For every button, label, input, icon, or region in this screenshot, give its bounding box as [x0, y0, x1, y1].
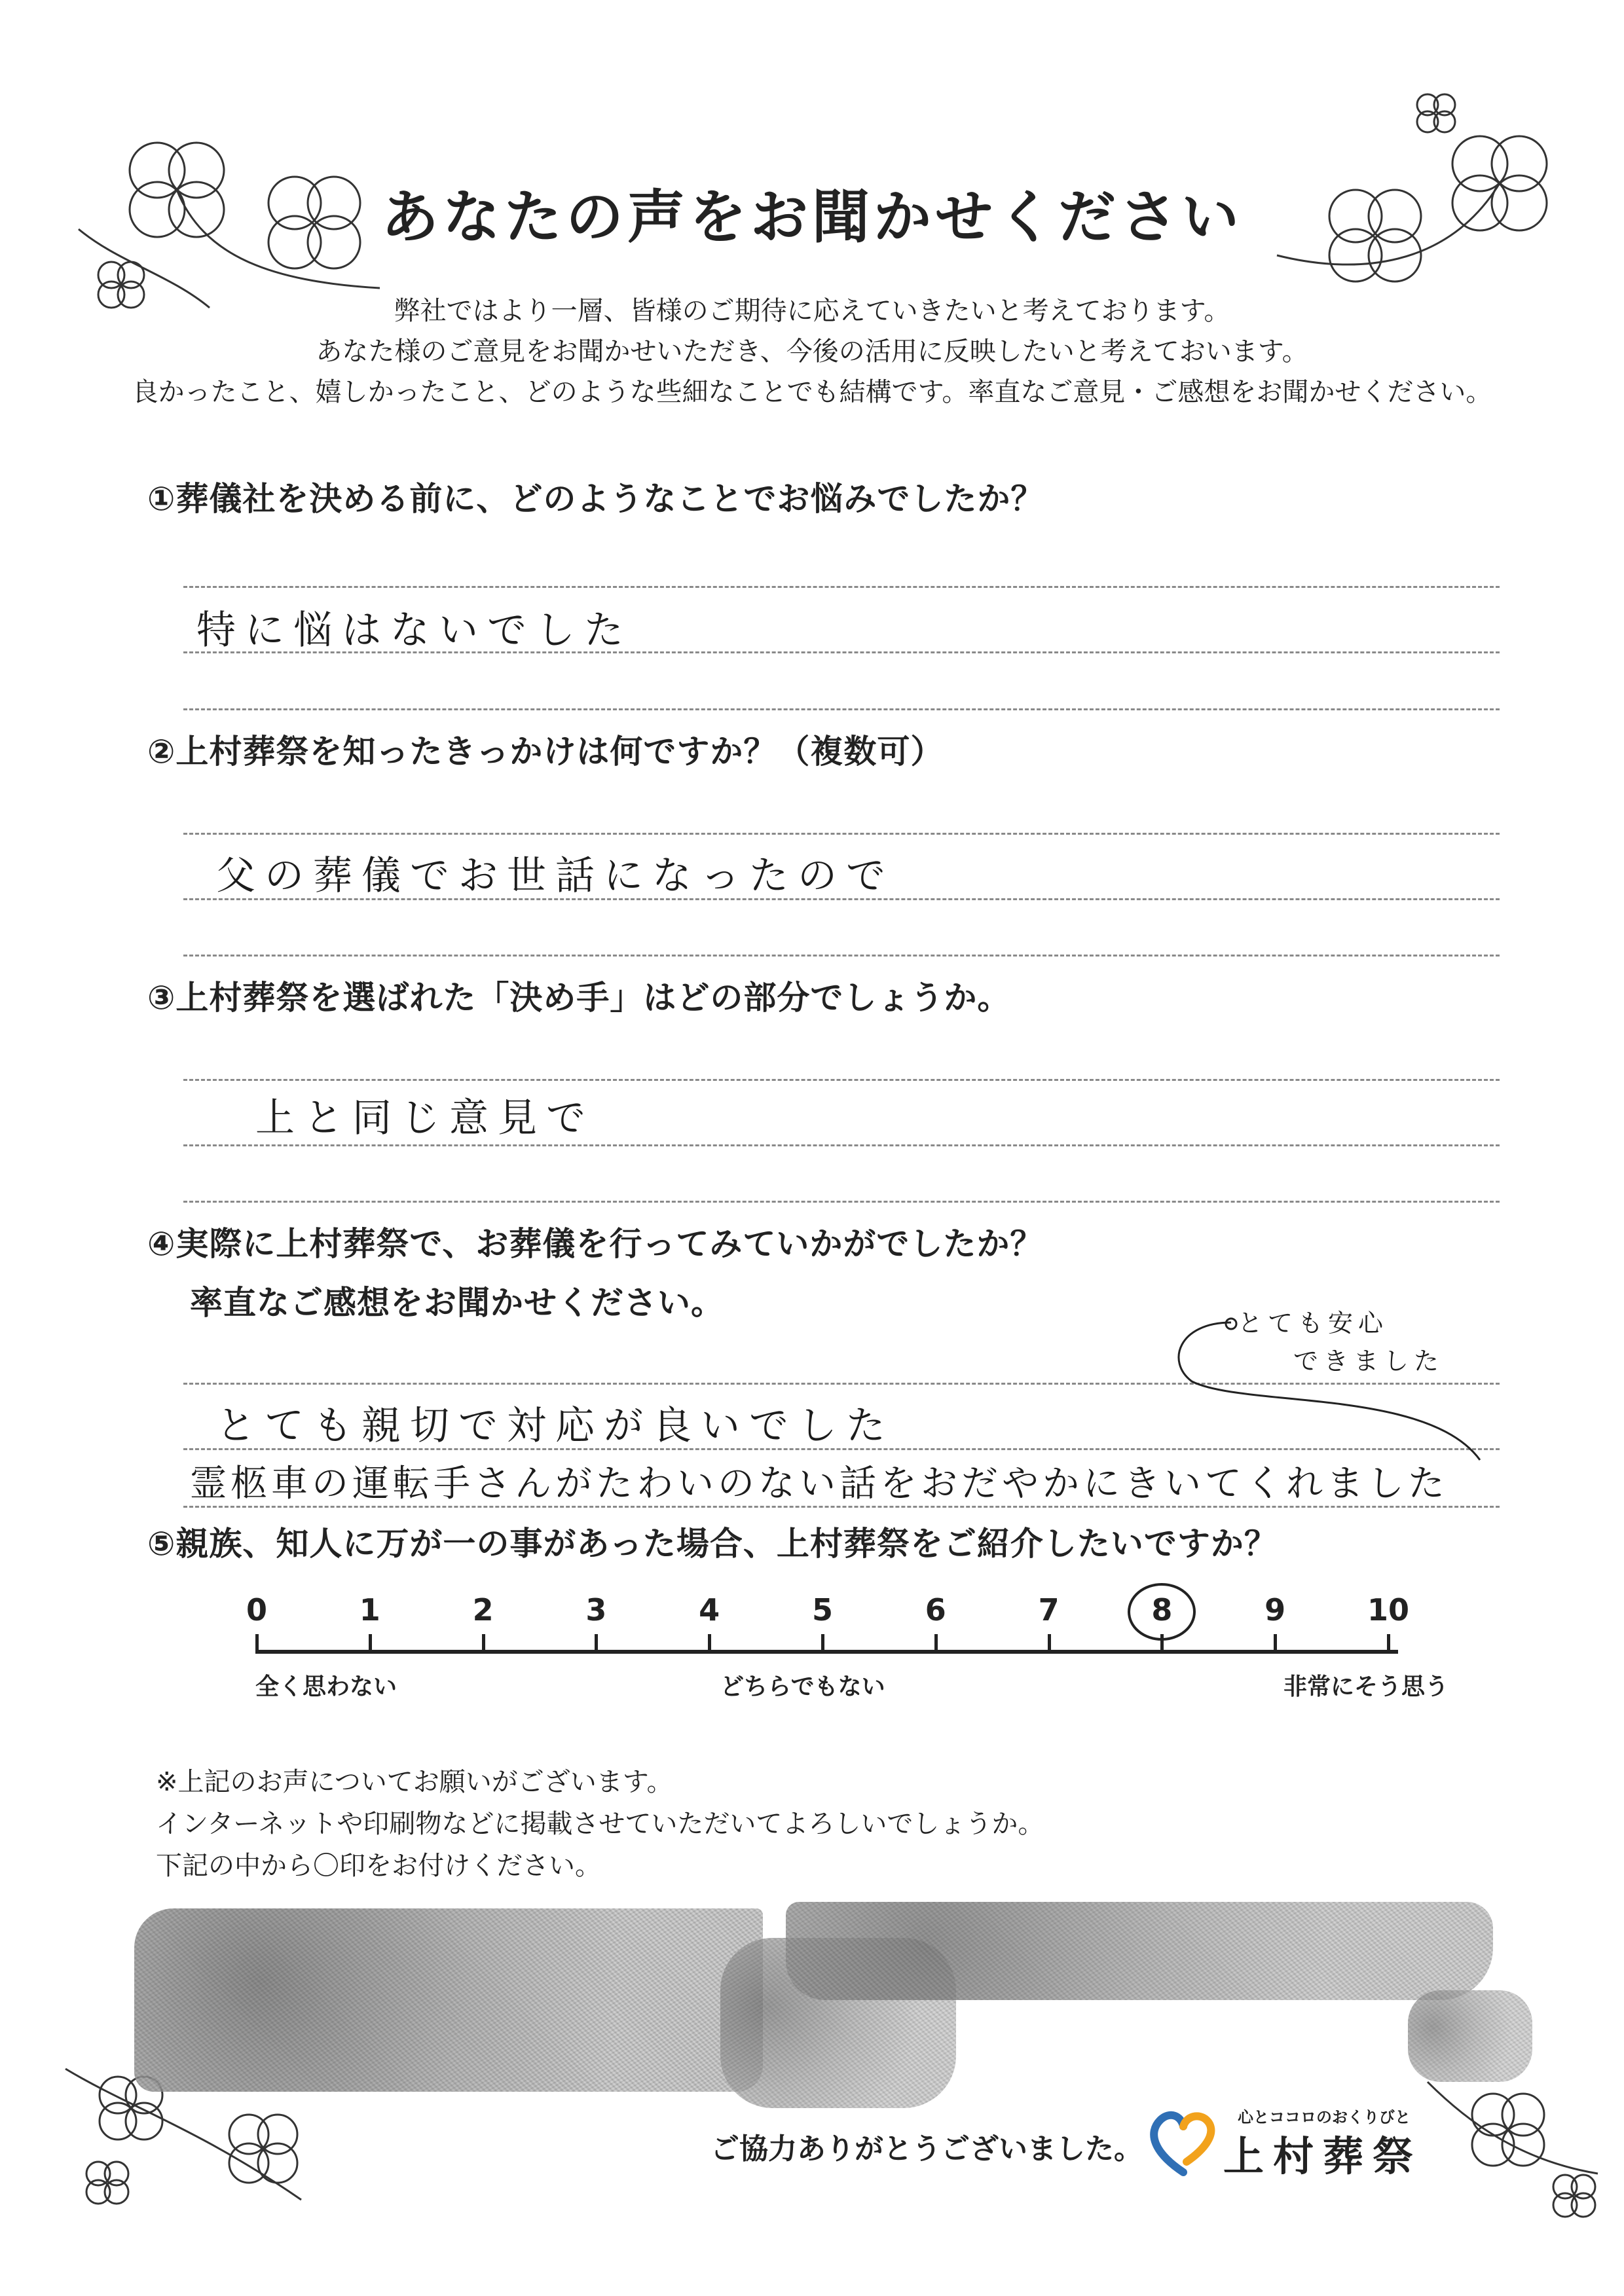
question-3-label: ③上村葬祭を選ばれた「決め手」はどの部分でしょうか。 [147, 979, 1011, 1017]
answer-4-note-line-2: できました [1293, 1347, 1445, 1376]
redacted-area [1408, 1990, 1532, 2082]
scale-number[interactable]: 6 [925, 1592, 946, 1628]
permission-note [156, 1761, 1044, 1887]
scale-label-mid: どちらでもない [720, 1673, 885, 1700]
answer-4-note-line-1: とても安心 [1238, 1309, 1389, 1338]
scale-tick [255, 1634, 259, 1654]
scale-number[interactable]: 5 [811, 1592, 833, 1628]
question-5-label: ⑤親族、知人に万が一の事があった場合、上村葬祭をご紹介したいですか？ [147, 1525, 1278, 1563]
scale-number[interactable]: 4 [699, 1592, 720, 1628]
scale-tick [1387, 1634, 1390, 1654]
redacted-area [786, 1902, 1493, 2000]
page-title: あなたの声をお聞かせください [380, 183, 1243, 251]
scale-tick [821, 1634, 824, 1654]
brand-tagline: 心とココロのおくりびと [1238, 2108, 1411, 2126]
answer-line [183, 651, 1500, 653]
question-4-label-line-1: ④実際に上村葬祭で、お葬儀を行ってみていかがでしたか？ [147, 1225, 1044, 1263]
permission-note-line-1: ※上記のお声についてお願いがございます。 [156, 1767, 673, 1797]
answer-4-line-1: とても親切で対応が良いでした [216, 1403, 895, 1449]
answer-line [183, 1079, 1500, 1081]
answer-line [183, 955, 1500, 957]
scale-number[interactable]: 3 [585, 1592, 607, 1628]
intro-line-1: 弊社ではより一層、皆様のご期待に応えていきたいと考えております。 [394, 296, 1230, 326]
answer-4-line-2: 霊柩車の運転手さんがたわいのない話をおだやかにきいてくれました [190, 1463, 1449, 1505]
intro-text [98, 291, 1526, 412]
selected-value-circle [1122, 1579, 1201, 1645]
scale-tick [708, 1634, 711, 1654]
brand-logo-heart-icon [1147, 2107, 1219, 2179]
answer-line [183, 833, 1500, 835]
question-2-label: ②上村葬祭を知ったきっかけは何ですか？（複数可） [147, 733, 944, 771]
answer-line [183, 1506, 1500, 1508]
handwritten-insertion-arrow [1153, 1309, 1493, 1480]
scale-number[interactable]: 2 [472, 1592, 494, 1628]
scale-number[interactable]: 7 [1038, 1592, 1060, 1628]
answer-line [183, 1144, 1500, 1146]
scale-label-high: 非常にそう思う [1283, 1673, 1449, 1700]
permission-note-line-2: インターネットや印刷物などに掲載させていただいてよろしいでしょうか。 [156, 1809, 1044, 1839]
scale-number[interactable]: 0 [246, 1592, 267, 1628]
answer-line [183, 708, 1500, 710]
scale-tick [934, 1634, 938, 1654]
scale-label-low: 全く思わない [255, 1673, 397, 1700]
permission-note-line-3: 下記の中から〇印をお付けください。 [156, 1851, 601, 1881]
rating-scale-line [255, 1650, 1398, 1654]
scale-number[interactable]: 1 [359, 1592, 380, 1628]
scale-tick [1274, 1634, 1277, 1654]
question-1-label: ①葬儀社を決める前に、どのようなことでお悩みでしたか？ [147, 480, 1044, 518]
answer-line [183, 586, 1500, 588]
scale-number[interactable]: 9 [1264, 1592, 1286, 1628]
answer-1-text: 特に悩はないでした [196, 608, 633, 653]
answer-line [183, 1201, 1500, 1203]
answer-2-text: 父の葬儀でお世話になったので [216, 853, 895, 899]
scale-tick [595, 1634, 598, 1654]
intro-line-3: 良かったこと、嬉しかったこと、どのような些細なことでも結構です。率直なご意見・ご感想をお聞かせください。 [132, 377, 1492, 407]
redacted-area [134, 1908, 763, 2092]
answer-3-text: 上と同じ意見で [255, 1095, 595, 1141]
scale-number[interactable]: 8 [1151, 1592, 1173, 1628]
answer-line [183, 898, 1500, 900]
scale-tick [369, 1634, 372, 1654]
scale-tick [1048, 1634, 1051, 1654]
scale-tick [482, 1634, 485, 1654]
brand-name: 上村葬祭 [1223, 2132, 1423, 2180]
thanks-message: ご協力ありがとうございました。 [710, 2132, 1143, 2166]
question-4-label-line-2: 率直なご感想をお聞かせください。 [190, 1284, 724, 1322]
scale-number[interactable]: 10 [1367, 1592, 1409, 1628]
intro-line-2: あなた様のご意見をお聞かせいただき、今後の活用に反映したいと考えておいます。 [316, 337, 1308, 367]
